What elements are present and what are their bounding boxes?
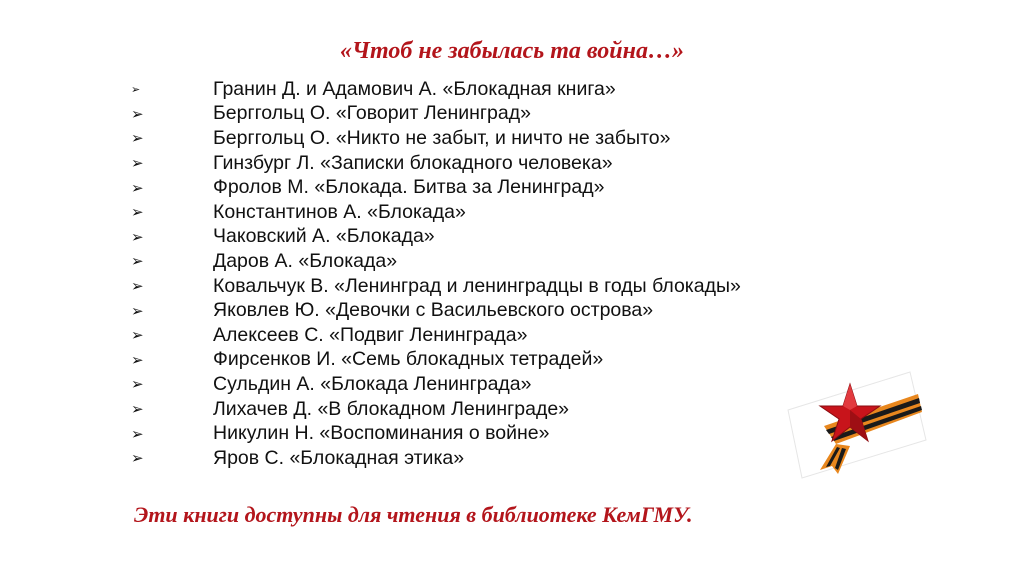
page-title: «Чтоб не забылась та война…» (340, 38, 684, 64)
arrowhead-bullet-icon: ➢ (131, 129, 144, 148)
list-item (131, 151, 741, 176)
book-title: Яров С. «Блокадная этика» (213, 446, 465, 469)
library-availability-note: Эти книги доступны для чтения в библиотеке КемГМУ. (134, 502, 693, 527)
book-title: Яковлев Ю. «Девочки с Васильевского острова» (213, 299, 654, 322)
list-item (131, 249, 741, 274)
book-list (131, 77, 741, 471)
list-item (131, 102, 741, 127)
book-title: Алексеев С. «Подвиг Ленинграда» (213, 323, 528, 346)
book-title: Берггольц О. «Никто не забыт, и ничто не забыто» (213, 126, 671, 149)
book-title: Берггольц О. «Говорит Ленинград» (213, 102, 531, 125)
list-item (131, 126, 741, 151)
arrowhead-bullet-icon: ➢ (131, 400, 144, 419)
arrowhead-bullet-icon: ➢ (131, 178, 144, 197)
book-title: Никулин Н. «Воспоминания о войне» (213, 422, 550, 445)
arrowhead-bullet-icon: ➢ (131, 350, 144, 369)
book-title: Гинзбург Л. «Записки блокадного человека» (213, 151, 613, 174)
arrowhead-bullet-icon: ➢ (131, 154, 144, 173)
list-item (131, 225, 741, 250)
arrowhead-bullet-icon: ➢ (131, 375, 144, 394)
arrowhead-bullet-icon: ➢ (131, 326, 144, 345)
list-item (131, 175, 741, 200)
book-title: Чаковский А. «Блокада» (213, 225, 435, 248)
list-item (131, 372, 741, 397)
list-item (131, 348, 741, 373)
book-title: Гранин Д. и Адамович А. «Блокадная книга» (213, 77, 616, 100)
arrowhead-bullet-icon: ➢ (131, 277, 144, 296)
book-title: Фирсенков И. «Семь блокадных тетрадей» (213, 348, 604, 371)
arrowhead-bullet-icon: ➢ (131, 449, 144, 468)
book-title: Фролов М. «Блокада. Битва за Ленинград» (213, 176, 605, 199)
arrowhead-bullet-icon: ➢ (131, 82, 141, 96)
list-item (131, 200, 741, 225)
list-item (131, 446, 741, 471)
arrowhead-bullet-icon: ➢ (131, 424, 144, 443)
list-item (131, 298, 741, 323)
list-item (131, 421, 741, 446)
arrowhead-bullet-icon: ➢ (131, 104, 144, 123)
arrowhead-bullet-icon: ➢ (131, 301, 144, 320)
arrowhead-bullet-icon: ➢ (131, 203, 144, 222)
book-title: Ковальчук В. «Ленинград и ленинградцы в годы блокады» (213, 274, 741, 297)
arrowhead-bullet-icon: ➢ (131, 252, 144, 271)
list-item (131, 323, 741, 348)
list-item (131, 397, 741, 422)
book-title: Константинов А. «Блокада» (213, 200, 466, 223)
st-george-ribbon-star-icon (780, 370, 930, 480)
list-item (131, 77, 741, 102)
list-item (131, 274, 741, 299)
book-title: Даров А. «Блокада» (213, 249, 398, 272)
arrowhead-bullet-icon: ➢ (131, 227, 144, 246)
book-title: Сульдин А. «Блокада Ленинграда» (213, 372, 532, 395)
book-title: Лихачев Д. «В блокадном Ленинграде» (213, 397, 570, 420)
